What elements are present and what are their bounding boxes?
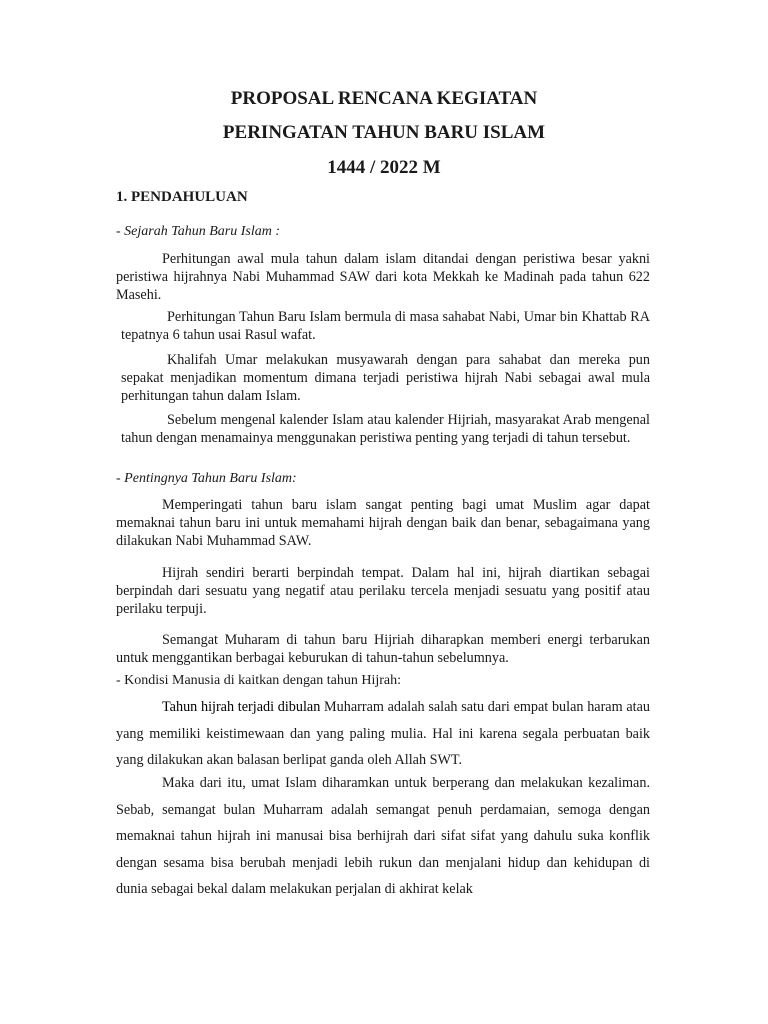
section-heading: 1. PENDAHULUAN	[116, 189, 248, 205]
paragraph: Khalifah Umar melakukan musyawarah dengan para sahabat dan mereka pun sepakat menjadikan momentum dimana terjadi peristiwa hijrah Nabi sebagai awal mula perhitungan tahun dalam Islam.	[121, 352, 650, 404]
paragraph: Maka dari itu, umat Islam diharamkan untuk berperang dan melakukan kezaliman. Sebab, semangat bulan Muharram adalah semangat penuh perdamaian, semoga dengan memaknai tahun hijrah ini manusai bisa berhijrah dari sifat sifat yang dahulu suka konflik dengan sesama bisa berubah menjadi lebih rukun dan menjalani hidup dan kehidupan di dunia sebagai bekal dalam melakukan perjalan di akhirat kelak	[116, 775, 650, 897]
paragraph	[116, 694, 650, 774]
paragraph: Perhitungan Tahun Baru Islam bermula di masa sahabat Nabi, Umar bin Khattab RA tepatnya 6 tahun usai Rasul wafat.	[121, 309, 650, 343]
subheading-pentingnya	[116, 471, 297, 487]
paragraph: Sebelum mengenal kalender Islam atau kalender Hijriah, masyarakat Arab mengenal tahun dengan menamainya menggunakan peristiwa penting yang terjadi di tahun tersebut.	[121, 412, 650, 446]
paragraph: Hijrah sendiri berarti berpindah tempat. Dalam hal ini, hijrah diartikan sebagai berpindah dari sesuatu yang negatif atau perilaku tercela menjadi sesuatu yang positif atau perilaku terpuji.	[116, 565, 650, 617]
paragraph-rest: Muharram adalah salah satu dari empat bulan haram atau yang memiliki keistimewaan dan yang paling mulia. Hal ini karena segala perbuatan baik yang dilakukan akan balasan berlipat ganda oleh Allah SWT.	[116, 699, 650, 768]
paragraph: Memperingati tahun baru islam sangat penting bagi umat Muslim agar dapat memaknai tahun baru ini untuk memahami hijrah dengan baik dan benar, sebagaimana yang dilakukan Nabi Muhammad SAW.	[116, 497, 650, 549]
title-line-1: PROPOSAL RENCANA KEGIATAN	[230, 88, 538, 109]
title-line-3: 1444 / 2022 M	[327, 157, 441, 178]
subheading-kondisi: - Kondisi Manusia di kaitkan dengan tahun Hijrah:	[116, 673, 401, 688]
title-line-2: PERINGATAN TAHUN BARU ISLAM	[222, 122, 546, 143]
subheading-prefix: -	[116, 471, 125, 486]
subheading-sejarah: - Sejarah Tahun Baru Islam :	[116, 224, 280, 239]
paragraph-lead: Tahun hijrah terjadi dibulan	[162, 699, 321, 715]
paragraph: Semangat Muharam di tahun baru Hijriah diharapkan memberi energi terbarukan untuk menggantikan berbagai keburukan di tahun-tahun sebelumnya.	[116, 632, 650, 666]
subheading-label: Pentingnya Tahun Baru Islam:	[124, 471, 297, 486]
paragraph: Perhitungan awal mula tahun dalam islam ditandai dengan peristiwa besar yakni peristiwa hijrahnya Nabi Muhammad SAW dari kota Mekkah ke Madinah pada tahun 622 Masehi.	[116, 251, 650, 303]
